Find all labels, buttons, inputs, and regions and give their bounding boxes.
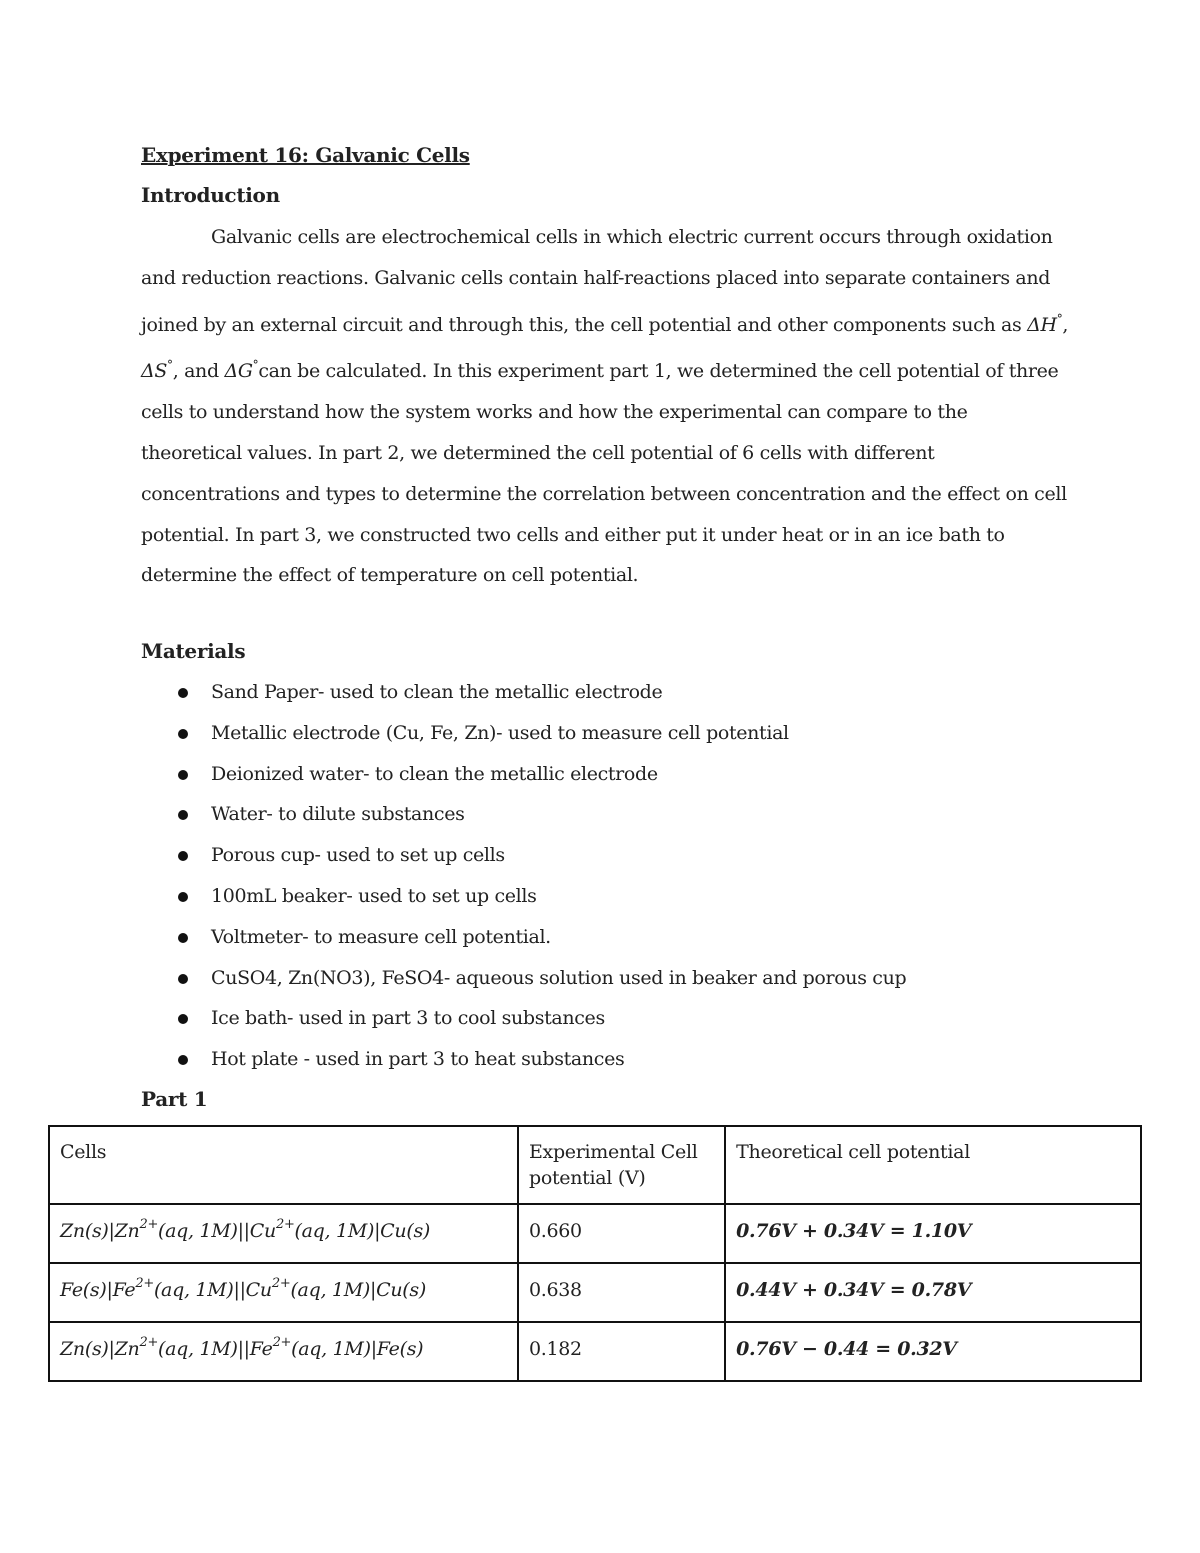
theoretical-value: 0.76V − 0.44 = 0.32V — [725, 1322, 1141, 1381]
cell-notation: $Zn(s)|Zn^{2+}(aq$, $1M)||Fe^{2+}(aq$, 1M)|Fe(s) — [49, 1322, 518, 1381]
theoretical-value: 0.44V + 0.34V = 0.78V — [725, 1263, 1141, 1322]
bullet-icon — [178, 1014, 188, 1024]
bullet-icon — [178, 810, 188, 820]
list-item — [141, 794, 906, 835]
list-item — [141, 1039, 906, 1080]
list-item — [141, 835, 906, 876]
delta-h-symbol: ΔH — [1027, 313, 1057, 336]
degree-mark: ° — [167, 358, 173, 373]
list-item-text: 100mL beaker- used to set up cells — [211, 884, 537, 907]
delta-s-symbol: ΔS — [141, 360, 168, 383]
experimental-value: 0.638 — [518, 1263, 725, 1322]
separator: , and — [172, 360, 225, 383]
header-experimental: Experimental Cell potential (V) — [518, 1126, 725, 1204]
bullet-icon — [178, 729, 188, 739]
header-theoretical: Theoretical cell potential — [725, 1126, 1141, 1204]
list-item — [141, 713, 906, 754]
header-cells: Cells — [49, 1126, 518, 1204]
materials-list — [141, 672, 906, 1080]
theoretical-value: 0.76V + 0.34V = 1.10V — [725, 1204, 1141, 1263]
degree-mark: ° — [252, 358, 259, 373]
list-item-text: Sand Paper- used to clean the metallic electrode — [211, 681, 663, 703]
list-item-text: CuSO4, Zn(NO3), FeSO4- aqueous solution used in beaker and porous cup — [211, 966, 907, 989]
document-title: Experiment 16: Galvanic Cells — [141, 143, 470, 167]
bullet-icon — [178, 770, 188, 780]
part1-heading: Part 1 — [141, 1087, 208, 1111]
table-row — [49, 1263, 1141, 1322]
table-row — [49, 1322, 1141, 1381]
materials-heading: Materials — [141, 639, 246, 663]
introduction-paragraph — [141, 217, 1071, 596]
bullet-icon — [178, 933, 188, 943]
bullet-icon — [178, 1055, 188, 1065]
degree-mark: ° — [1056, 311, 1063, 326]
list-item — [141, 998, 906, 1039]
bullet-icon — [178, 851, 188, 861]
cell-notation: $Fe(s)|Fe^{2+}(aq$, $1M)||Cu^{2+}(aq$, 1M)|Cu(s) — [49, 1263, 518, 1322]
list-item-text: Porous cup- used to set up cells — [211, 844, 505, 867]
experimental-value: 0.660 — [518, 1204, 725, 1263]
experimental-value: 0.182 — [518, 1322, 725, 1381]
cell-potential-table — [48, 1125, 1142, 1382]
table-row — [49, 1204, 1141, 1263]
cell-notation: $Zn(s)|Zn^{2+}(aq$, $1M)||Cu^{2+}(aq$, 1M)|Cu(s) — [49, 1204, 518, 1263]
bullet-icon — [178, 974, 188, 984]
delta-g-symbol: ΔG — [224, 360, 253, 383]
bullet-icon — [178, 688, 188, 698]
list-item — [141, 672, 906, 713]
introduction-heading: Introduction — [141, 183, 280, 207]
separator: , — [1062, 313, 1069, 336]
list-item — [141, 754, 906, 795]
list-item-text: Hot plate - used in part 3 to heat substances — [211, 1048, 625, 1071]
list-item-text: Ice bath- used in part 3 to cool substances — [211, 1007, 605, 1030]
list-item-text: Voltmeter- to measure cell potential. — [211, 925, 551, 948]
list-item — [141, 917, 906, 958]
list-item-text: Deionized water- to clean the metallic electrode — [211, 762, 658, 785]
list-item — [141, 876, 906, 917]
intro-text-part1: Galvanic cells are electrochemical cells in which electric current occurs through oxidation and reduction reactions. Galvanic cells contain half-reactions placed into separate containers and joined by an external circuit and through this, the cell potential and other components such as — [141, 226, 1053, 336]
intro-text-part2: can be calculated. In this experiment part 1, we determined the cell potential of three cells to understand how the system works and how the experimental can compare to the theoretical values. In part 2, we determined the cell potential of 6 cells with different concentrations and types to determine the correlation between concentration and the effect on cell potential. In part 3, we constructed two cells and either put it under heat or in an ice bath to determine the effect of temperature on cell potential. — [141, 360, 1067, 587]
bullet-icon — [178, 892, 188, 902]
list-item — [141, 958, 906, 999]
list-item-text: Metallic electrode (Cu, Fe, Zn)- used to measure cell potential — [211, 721, 789, 744]
table-header-row — [49, 1126, 1141, 1204]
list-item-text: Water- to dilute substances — [211, 803, 465, 826]
